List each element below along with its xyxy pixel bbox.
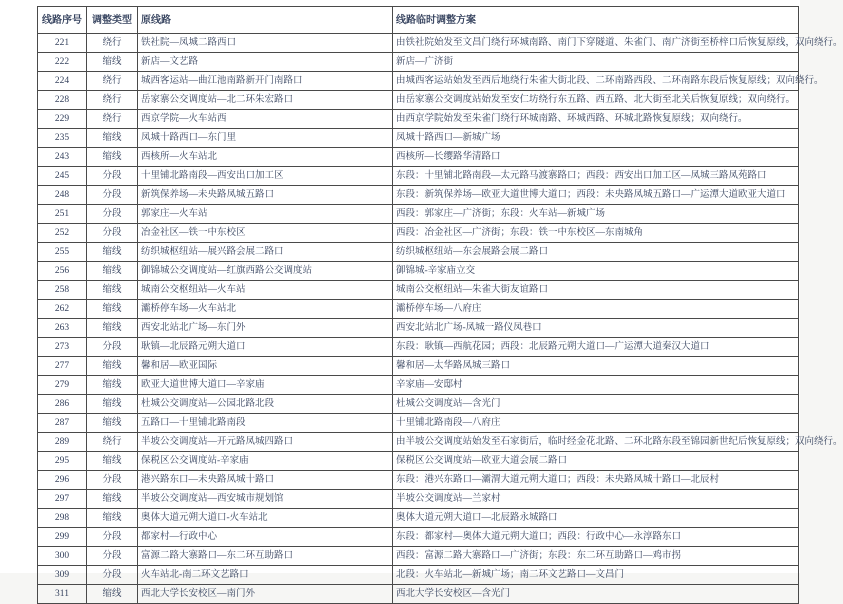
cell-adjust-type: 绕行: [87, 72, 138, 91]
cell-route-no: 221: [38, 34, 87, 53]
cell-original-route: 西核所—火车站北: [138, 148, 393, 167]
cell-temp-plan: 凤城十路西口—新城广场: [393, 129, 799, 148]
cell-adjust-type: 分段: [87, 167, 138, 186]
table-row: [38, 528, 799, 547]
cell-adjust-type: 分段: [87, 471, 138, 490]
cell-route-no: 295: [38, 452, 87, 471]
table-row: [38, 433, 799, 452]
cell-adjust-type: 缩线: [87, 243, 138, 262]
cell-temp-plan: 由西京学院始发至朱雀门绕行环城南路、环城西路、环城北路恢复原线；双向绕行。: [393, 110, 799, 129]
cell-temp-plan: 由铁社院始发至文昌门绕行环城南路、南门下穿隧道、朱雀门、南广济街至桥梓口后恢复原线，双向绕行。: [393, 34, 799, 53]
cell-adjust-type: 缩线: [87, 376, 138, 395]
table-row: [38, 148, 799, 167]
cell-route-no: 252: [38, 224, 87, 243]
cell-original-route: 西北大学长安校区—南门外: [138, 585, 393, 604]
cell-adjust-type: 缩线: [87, 395, 138, 414]
table-row: [38, 509, 799, 528]
cell-route-no: 256: [38, 262, 87, 281]
table-row: [38, 34, 799, 53]
cell-temp-plan: 东段：港兴东路口—灞渭大道元朔大道口；西段：未央路凤城十路口—北辰村: [393, 471, 799, 490]
cell-temp-plan: 辛家庙—安邸村: [393, 376, 799, 395]
cell-temp-plan: 西段：郭家庄—广济街；东段：火车站—新城广场: [393, 205, 799, 224]
cell-temp-plan: 馨和居—太华路凤城三路口: [393, 357, 799, 376]
table-row: [38, 414, 799, 433]
route-adjustment-table: [37, 6, 843, 604]
cell-route-no: 224: [38, 72, 87, 91]
cell-adjust-type: 缩线: [87, 129, 138, 148]
cell-original-route: 半坡公交调度站—开元路凤城四路口: [138, 433, 393, 452]
cell-temp-plan: 西段：冶金社区—广济街；东段：铁一中东校区—东南城角: [393, 224, 799, 243]
cell-temp-plan: 东段：十里铺北路南段—太元路马渡寨路口；西段：西安出口加工区—凤城三路凤苑路口: [393, 167, 799, 186]
cell-adjust-type: 缩线: [87, 300, 138, 319]
cell-temp-plan: 由城西客运站始发至西后地绕行朱雀大街北段、二环南路西段、二环南路东段后恢复原线；双向绕行。: [393, 72, 799, 91]
cell-adjust-type: 分段: [87, 224, 138, 243]
table-row: [38, 490, 799, 509]
cell-temp-plan: 新店—广济街: [393, 53, 799, 72]
cell-route-no: 309: [38, 566, 87, 585]
cell-route-no: 273: [38, 338, 87, 357]
cell-route-no: 262: [38, 300, 87, 319]
cell-temp-plan: 十里铺北路南段—八府庄: [393, 414, 799, 433]
table-row: [38, 205, 799, 224]
cell-route-no: 279: [38, 376, 87, 395]
cell-route-no: 258: [38, 281, 87, 300]
table-row: [38, 566, 799, 585]
cell-original-route: 西安北站北广场—东门外: [138, 319, 393, 338]
cell-original-route: 馨和居—欧亚国际: [138, 357, 393, 376]
cell-original-route: 岳家寨公交调度站—北二环朱宏路口: [138, 91, 393, 110]
table-row: [38, 72, 799, 91]
header-adjust-type: 调整类型: [87, 7, 138, 34]
cell-route-no: 311: [38, 585, 87, 604]
cell-route-no: 248: [38, 186, 87, 205]
cell-original-route: 半坡公交调度站—西安城市规划馆: [138, 490, 393, 509]
cell-original-route: 纺织城枢纽站—展兴路会展二路口: [138, 243, 393, 262]
cell-adjust-type: 分段: [87, 338, 138, 357]
table-row: [38, 110, 799, 129]
cell-adjust-type: 缩线: [87, 319, 138, 338]
cell-adjust-type: 分段: [87, 186, 138, 205]
cell-route-no: 298: [38, 509, 87, 528]
cell-route-no: 245: [38, 167, 87, 186]
table-row: [38, 129, 799, 148]
table-row: [38, 91, 799, 110]
cell-original-route: 五路口—十里铺北路南段: [138, 414, 393, 433]
cell-adjust-type: 缩线: [87, 148, 138, 167]
cell-temp-plan: 西北大学长安校区—含光门: [393, 585, 799, 604]
table-row: [38, 167, 799, 186]
cell-adjust-type: 绕行: [87, 34, 138, 53]
table-row: [38, 471, 799, 490]
cell-temp-plan: 北段：火车站北—新城广场；南二环文艺路口—文昌门: [393, 566, 799, 585]
cell-adjust-type: 缩线: [87, 262, 138, 281]
cell-temp-plan: 半坡公交调度站—兰家村: [393, 490, 799, 509]
cell-original-route: 火车站北-南二环文艺路口: [138, 566, 393, 585]
cell-route-no: 229: [38, 110, 87, 129]
table-row: [38, 319, 799, 338]
cell-original-route: 港兴路东口—未央路凤城十路口: [138, 471, 393, 490]
cell-original-route: 耿镇—北辰路元朔大道口: [138, 338, 393, 357]
cell-adjust-type: 分段: [87, 528, 138, 547]
table-row: [38, 395, 799, 414]
cell-temp-plan: 灞桥停车场—八府庄: [393, 300, 799, 319]
cell-original-route: 西京学院—火车站西: [138, 110, 393, 129]
cell-adjust-type: 缩线: [87, 281, 138, 300]
cell-adjust-type: 分段: [87, 547, 138, 566]
cell-adjust-type: 缩线: [87, 490, 138, 509]
cell-adjust-type: 绕行: [87, 110, 138, 129]
cell-route-no: 286: [38, 395, 87, 414]
table-row: [38, 300, 799, 319]
cell-original-route: 郭家庄—火车站: [138, 205, 393, 224]
table-row: [38, 224, 799, 243]
cell-original-route: 御锦城公交调度站—红旗西路公交调度站: [138, 262, 393, 281]
cell-route-no: 299: [38, 528, 87, 547]
cell-original-route: 保税区公交调度站-辛家庙: [138, 452, 393, 471]
table-row: [38, 547, 799, 566]
cell-route-no: 300: [38, 547, 87, 566]
cell-original-route: 欧亚大道世博大道口—辛家庙: [138, 376, 393, 395]
cell-temp-plan: 奥体大道元朔大道口—北辰路永城路口: [393, 509, 799, 528]
cell-original-route: 城南公交枢纽站—火车站: [138, 281, 393, 300]
cell-route-no: 235: [38, 129, 87, 148]
table-row: [38, 338, 799, 357]
cell-temp-plan: 杜城公交调度站—含光门: [393, 395, 799, 414]
cell-original-route: 新店—文艺路: [138, 53, 393, 72]
cell-temp-plan: 西核所—长缨路华清路口: [393, 148, 799, 167]
cell-adjust-type: 缩线: [87, 357, 138, 376]
cell-route-no: 228: [38, 91, 87, 110]
cell-adjust-type: 绕行: [87, 91, 138, 110]
header-row: [38, 7, 799, 34]
cell-adjust-type: 缩线: [87, 585, 138, 604]
table-row: [38, 281, 799, 300]
cell-adjust-type: 绕行: [87, 433, 138, 452]
table-header: [38, 7, 799, 34]
cell-adjust-type: 分段: [87, 566, 138, 585]
cell-original-route: 奥体大道元朔大道口-火车站北: [138, 509, 393, 528]
cell-route-no: 289: [38, 433, 87, 452]
cell-temp-plan: 保税区公交调度站—欧亚大道会展二路口: [393, 452, 799, 471]
cell-temp-plan: 由半坡公交调度站始发至石家街后，临时经金花北路、二环北路东段至锦园新世纪后恢复原线；双向绕行。: [393, 433, 799, 452]
cell-route-no: 255: [38, 243, 87, 262]
table-row: [38, 585, 799, 604]
cell-original-route: 铁社院—凤城二路西口: [138, 34, 393, 53]
table-row: [38, 376, 799, 395]
cell-route-no: 297: [38, 490, 87, 509]
cell-original-route: 灞桥停车场—火车站北: [138, 300, 393, 319]
cell-temp-plan: 东段：都家村—奥体大道元朔大道口；西段：行政中心—永淳路东口: [393, 528, 799, 547]
cell-route-no: 263: [38, 319, 87, 338]
cell-original-route: 城西客运站—曲江池南路新开门南路口: [138, 72, 393, 91]
header-temp-plan: 线路临时调整方案: [393, 7, 799, 34]
cell-route-no: 243: [38, 148, 87, 167]
header-original: 原线路: [138, 7, 393, 34]
cell-adjust-type: 分段: [87, 205, 138, 224]
cell-adjust-type: 缩线: [87, 414, 138, 433]
cell-adjust-type: 缩线: [87, 53, 138, 72]
table-row: [38, 452, 799, 471]
table-body: [38, 34, 843, 604]
table-row: [38, 53, 799, 72]
cell-original-route: 新筑保养场—未央路凤城五路口: [138, 186, 393, 205]
cell-route-no: 287: [38, 414, 87, 433]
cell-temp-plan: 东段：耿镇—西航花园；西段：北辰路元朔大道口—广运潭大道秦汉大道口: [393, 338, 799, 357]
cell-route-no: 222: [38, 53, 87, 72]
cell-temp-plan: 由岳家寨公交调度站始发至安仁坊绕行东五路、西五路、北大街至北关后恢复原线；双向绕行。: [393, 91, 799, 110]
table-row: [38, 262, 799, 281]
cell-original-route: 富源二路大寨路口—东二环互助路口: [138, 547, 393, 566]
cell-original-route: 都家村—行政中心: [138, 528, 393, 547]
cell-route-no: 251: [38, 205, 87, 224]
cell-original-route: 凤城十路西口—东门里: [138, 129, 393, 148]
table-row: [38, 357, 799, 376]
cell-route-no: 296: [38, 471, 87, 490]
cell-temp-plan: 御锦城-辛家庙立交: [393, 262, 799, 281]
table-row: [38, 186, 799, 205]
header-route-no: 线路序号: [38, 7, 87, 34]
cell-original-route: 杜城公交调度站—公园北路北段: [138, 395, 393, 414]
cell-adjust-type: 缩线: [87, 509, 138, 528]
cell-original-route: 十里铺北路南段—西安出口加工区: [138, 167, 393, 186]
cell-temp-plan: 西安北站北广场-凤城一路仪凤巷口: [393, 319, 799, 338]
cell-temp-plan: 东段：新筑保养场—欧亚大道世博大道口；西段：未央路凤城五路口—广运潭大道欧亚大道口: [393, 186, 799, 205]
cell-original-route: 冶金社区—铁一中东校区: [138, 224, 393, 243]
cell-route-no: 277: [38, 357, 87, 376]
cell-adjust-type: 缩线: [87, 452, 138, 471]
cell-temp-plan: 西段：富源二路大寨路口—广济街；东段：东二环互助路口—鸡市拐: [393, 547, 799, 566]
cell-temp-plan: 城南公交枢纽站—朱雀大街友谊路口: [393, 281, 799, 300]
cell-temp-plan: 纺织城枢纽站—东会展路会展二路口: [393, 243, 799, 262]
table-row: [38, 243, 799, 262]
